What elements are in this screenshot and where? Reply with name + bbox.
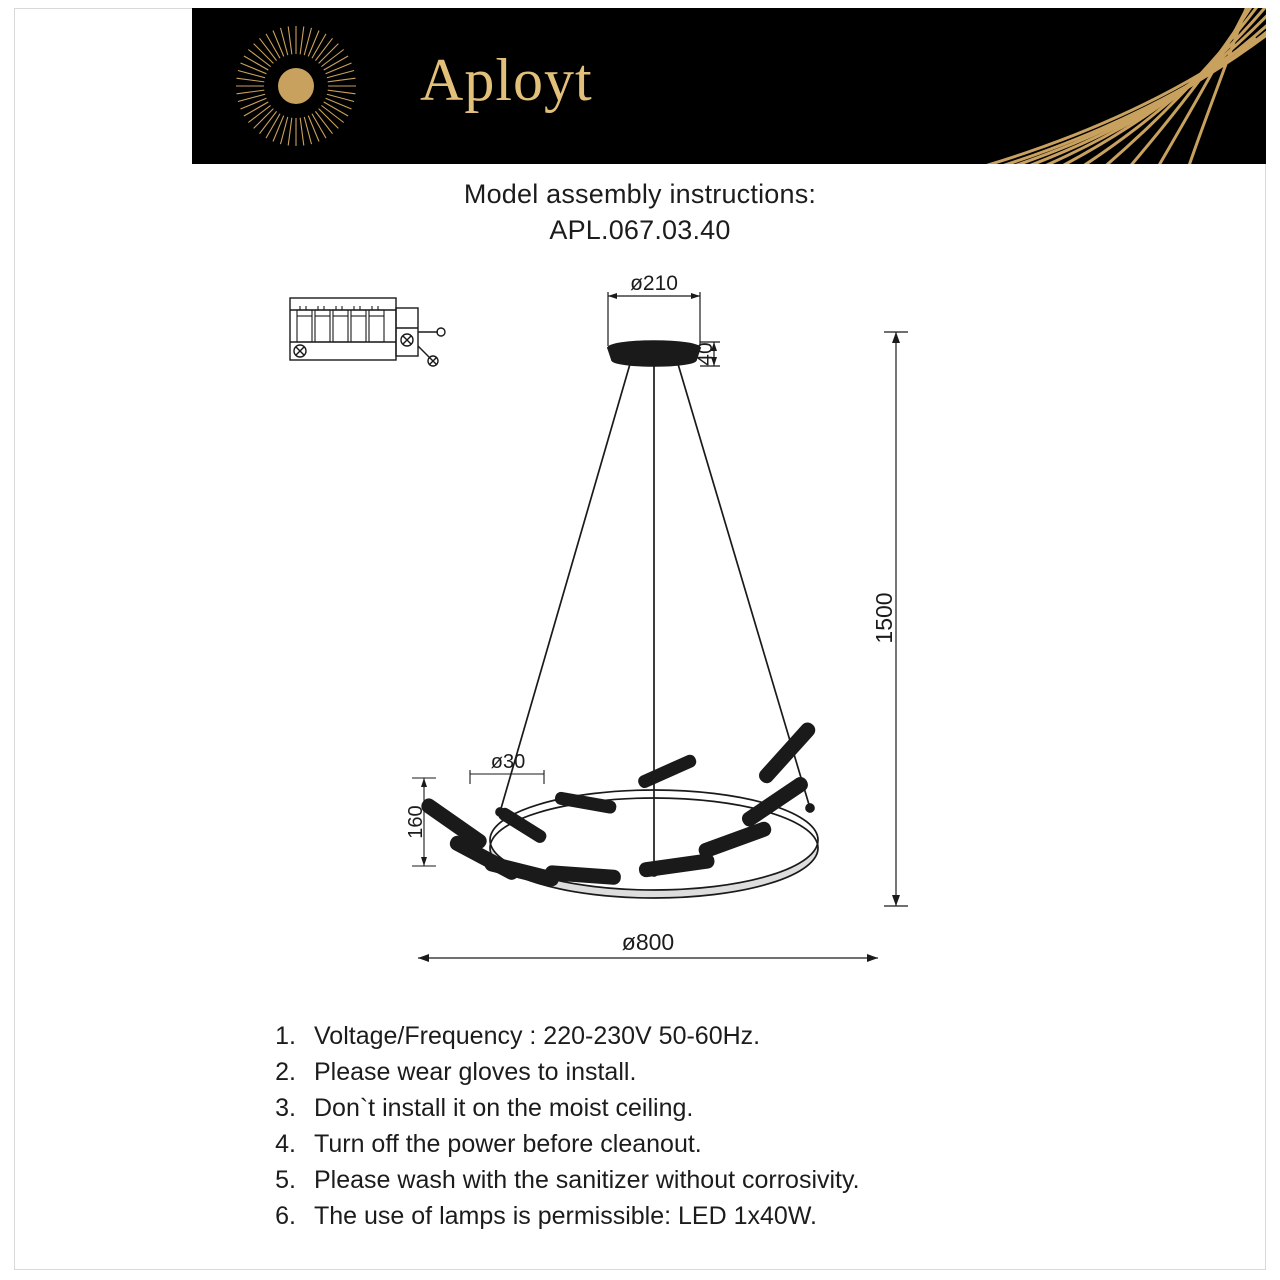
note-number: 6. [275, 1202, 296, 1230]
list-item [250, 1162, 1070, 1198]
note-number: 5. [275, 1166, 296, 1194]
technical-drawing [0, 250, 1280, 990]
dimension-canopy-diameter [608, 292, 700, 346]
page-title [0, 176, 1280, 248]
note-number: 4. [275, 1130, 296, 1158]
terminal-block-icon [290, 298, 445, 366]
label-rod-length: 160 [405, 805, 427, 839]
note-text: Please wash with the sanitizer without corrosivity. [314, 1166, 860, 1194]
list-item [250, 1198, 1070, 1234]
note-number: 3. [275, 1094, 296, 1122]
title-line-1: Model assembly instructions: [463, 179, 817, 209]
label-canopy-diameter: ø210 [630, 272, 678, 295]
canopy [608, 341, 700, 366]
label-canopy-height: 40 [694, 342, 717, 366]
fan-rays-icon [786, 8, 1266, 164]
dimension-ring-diameter [418, 954, 878, 962]
ring-chandelier-icon [420, 721, 818, 898]
label-rod-diameter: ø30 [490, 751, 526, 773]
brand-name: Aployt [420, 47, 593, 113]
note-text: The use of lamps is permissible: LED 1x40W. [314, 1202, 817, 1230]
note-number: 2. [275, 1058, 296, 1086]
list-item [250, 1054, 1070, 1090]
note-text: Don`t install it on the moist ceiling. [314, 1094, 694, 1122]
list-item [250, 1018, 1070, 1054]
label-drop-length: 1500 [871, 592, 897, 644]
sunburst-icon [234, 24, 358, 148]
title-line-2: APL.067.03.40 [549, 215, 731, 245]
note-number: 1. [275, 1022, 296, 1050]
note-text: Please wear gloves to install. [314, 1058, 637, 1086]
suspension-cables [500, 364, 810, 872]
list-item [250, 1126, 1070, 1162]
note-text: Voltage/Frequency : 220-230V 50-60Hz. [314, 1022, 761, 1050]
note-text: Turn off the power before cleanout. [314, 1130, 702, 1158]
list-item [250, 1090, 1070, 1126]
label-ring-diameter: ø800 [621, 929, 675, 955]
instruction-notes [250, 1018, 1070, 1234]
header-banner [192, 8, 1266, 164]
drawing-svg [0, 250, 1280, 990]
